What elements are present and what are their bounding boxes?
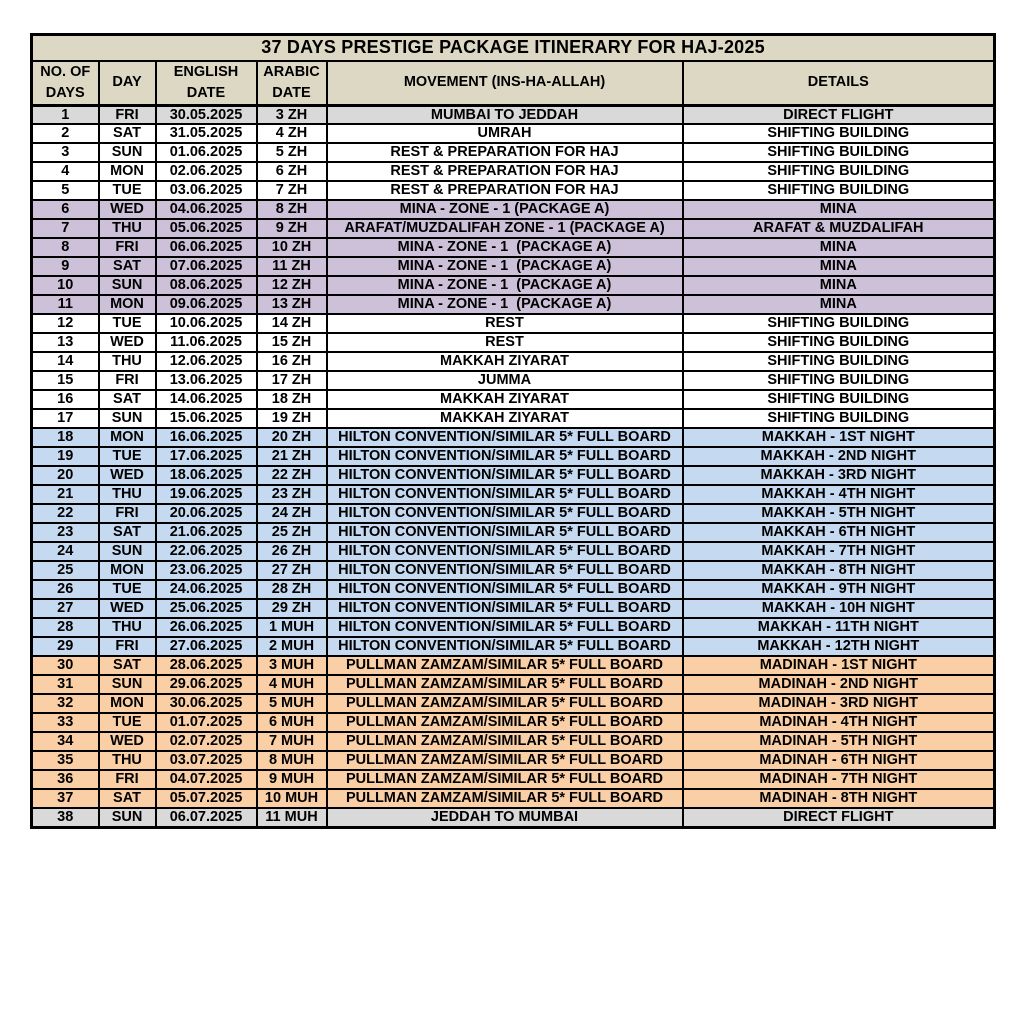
cell-movement: HILTON CONVENTION/SIMILAR 5* FULL BOARD — [327, 561, 683, 580]
cell-details: SHIFTING BUILDING — [683, 143, 995, 162]
cell-arabic-date: 17 ZH — [257, 371, 327, 390]
cell-english-date: 16.06.2025 — [156, 428, 257, 447]
cell-day: FRI — [99, 105, 156, 124]
cell-movement: PULLMAN ZAMZAM/SIMILAR 5* FULL BOARD — [327, 713, 683, 732]
cell-english-date: 18.06.2025 — [156, 466, 257, 485]
cell-movement: UMRAH — [327, 124, 683, 143]
table-row — [32, 770, 995, 789]
cell-english-date: 14.06.2025 — [156, 390, 257, 409]
cell-arabic-date: 11 ZH — [257, 257, 327, 276]
cell-movement: PULLMAN ZAMZAM/SIMILAR 5* FULL BOARD — [327, 694, 683, 713]
cell-arabic-date: 10 MUH — [257, 789, 327, 808]
cell-arabic-date: 13 ZH — [257, 295, 327, 314]
cell-arabic-date: 8 MUH — [257, 751, 327, 770]
cell-arabic-date: 26 ZH — [257, 542, 327, 561]
cell-arabic-date: 10 ZH — [257, 238, 327, 257]
cell-details: MAKKAH - 4TH NIGHT — [683, 485, 995, 504]
cell-english-date: 30.05.2025 — [156, 105, 257, 124]
column-header-row — [32, 61, 995, 106]
cell-details: MADINAH - 8TH NIGHT — [683, 789, 995, 808]
cell-day: SUN — [99, 143, 156, 162]
cell-details: MAKKAH - 2ND NIGHT — [683, 447, 995, 466]
cell-no-of-days: 9 — [32, 257, 99, 276]
table-row — [32, 732, 995, 751]
cell-arabic-date: 22 ZH — [257, 466, 327, 485]
cell-arabic-date: 18 ZH — [257, 390, 327, 409]
cell-day: MON — [99, 694, 156, 713]
cell-day: SAT — [99, 523, 156, 542]
cell-english-date: 28.06.2025 — [156, 656, 257, 675]
cell-arabic-date: 4 ZH — [257, 124, 327, 143]
cell-movement: HILTON CONVENTION/SIMILAR 5* FULL BOARD — [327, 542, 683, 561]
cell-movement: MUMBAI TO JEDDAH — [327, 105, 683, 124]
cell-arabic-date: 23 ZH — [257, 485, 327, 504]
cell-no-of-days: 14 — [32, 352, 99, 371]
cell-details: SHIFTING BUILDING — [683, 371, 995, 390]
cell-day: SUN — [99, 542, 156, 561]
cell-no-of-days: 25 — [32, 561, 99, 580]
cell-day: SAT — [99, 257, 156, 276]
cell-arabic-date: 29 ZH — [257, 599, 327, 618]
cell-details: SHIFTING BUILDING — [683, 352, 995, 371]
table-row — [32, 713, 995, 732]
cell-details: DIRECT FLIGHT — [683, 105, 995, 124]
cell-day: FRI — [99, 371, 156, 390]
cell-movement: MINA - ZONE - 1 (PACKAGE A) — [327, 257, 683, 276]
cell-no-of-days: 19 — [32, 447, 99, 466]
cell-english-date: 25.06.2025 — [156, 599, 257, 618]
cell-english-date: 15.06.2025 — [156, 409, 257, 428]
table-row — [32, 257, 995, 276]
cell-details: SHIFTING BUILDING — [683, 409, 995, 428]
cell-no-of-days: 27 — [32, 599, 99, 618]
cell-details: MAKKAH - 11TH NIGHT — [683, 618, 995, 637]
table-row — [32, 219, 995, 238]
cell-day: MON — [99, 561, 156, 580]
cell-no-of-days: 1 — [32, 105, 99, 124]
cell-no-of-days: 4 — [32, 162, 99, 181]
cell-movement: PULLMAN ZAMZAM/SIMILAR 5* FULL BOARD — [327, 732, 683, 751]
cell-no-of-days: 36 — [32, 770, 99, 789]
table-row — [32, 561, 995, 580]
cell-movement: MAKKAH ZIYARAT — [327, 390, 683, 409]
table-row — [32, 200, 995, 219]
col-header-day: DAY — [99, 61, 156, 106]
table-row — [32, 371, 995, 390]
table-row — [32, 523, 995, 542]
cell-movement: REST & PREPARATION FOR HAJ — [327, 181, 683, 200]
cell-movement: REST & PREPARATION FOR HAJ — [327, 143, 683, 162]
table-row — [32, 105, 995, 124]
cell-english-date: 05.07.2025 — [156, 789, 257, 808]
cell-no-of-days: 24 — [32, 542, 99, 561]
cell-no-of-days: 18 — [32, 428, 99, 447]
cell-english-date: 01.07.2025 — [156, 713, 257, 732]
table-row — [32, 124, 995, 143]
cell-english-date: 10.06.2025 — [156, 314, 257, 333]
cell-arabic-date: 27 ZH — [257, 561, 327, 580]
cell-movement: MINA - ZONE - 1 (PACKAGE A) — [327, 200, 683, 219]
cell-no-of-days: 38 — [32, 808, 99, 827]
cell-no-of-days: 10 — [32, 276, 99, 295]
cell-details: SHIFTING BUILDING — [683, 162, 995, 181]
cell-arabic-date: 9 MUH — [257, 770, 327, 789]
cell-arabic-date: 28 ZH — [257, 580, 327, 599]
cell-arabic-date: 6 MUH — [257, 713, 327, 732]
col-header-details: DETAILS — [683, 61, 995, 106]
cell-no-of-days: 32 — [32, 694, 99, 713]
cell-movement: PULLMAN ZAMZAM/SIMILAR 5* FULL BOARD — [327, 770, 683, 789]
cell-day: THU — [99, 352, 156, 371]
cell-movement: MAKKAH ZIYARAT — [327, 409, 683, 428]
cell-english-date: 30.06.2025 — [156, 694, 257, 713]
cell-arabic-date: 12 ZH — [257, 276, 327, 295]
cell-english-date: 19.06.2025 — [156, 485, 257, 504]
cell-movement: MINA - ZONE - 1 (PACKAGE A) — [327, 276, 683, 295]
cell-day: FRI — [99, 238, 156, 257]
cell-english-date: 20.06.2025 — [156, 504, 257, 523]
cell-english-date: 04.06.2025 — [156, 200, 257, 219]
table-row — [32, 447, 995, 466]
cell-no-of-days: 21 — [32, 485, 99, 504]
cell-no-of-days: 35 — [32, 751, 99, 770]
cell-day: TUE — [99, 447, 156, 466]
cell-movement: ARAFAT/MUZDALIFAH ZONE - 1 (PACKAGE A) — [327, 219, 683, 238]
table-row — [32, 618, 995, 637]
col-header-no-of-days: NO. OF DAYS — [32, 61, 99, 106]
cell-no-of-days: 2 — [32, 124, 99, 143]
cell-day: TUE — [99, 314, 156, 333]
cell-day: SAT — [99, 390, 156, 409]
cell-english-date: 06.07.2025 — [156, 808, 257, 827]
cell-day: WED — [99, 732, 156, 751]
cell-day: WED — [99, 599, 156, 618]
cell-details: MADINAH - 7TH NIGHT — [683, 770, 995, 789]
cell-arabic-date: 8 ZH — [257, 200, 327, 219]
cell-movement: PULLMAN ZAMZAM/SIMILAR 5* FULL BOARD — [327, 751, 683, 770]
cell-day: SUN — [99, 808, 156, 827]
cell-arabic-date: 15 ZH — [257, 333, 327, 352]
cell-details: MAKKAH - 9TH NIGHT — [683, 580, 995, 599]
cell-day: MON — [99, 428, 156, 447]
col-header-arabic-date: ARABIC DATE — [257, 61, 327, 106]
cell-no-of-days: 7 — [32, 219, 99, 238]
cell-day: MON — [99, 162, 156, 181]
table-row — [32, 485, 995, 504]
cell-details: MINA — [683, 257, 995, 276]
cell-arabic-date: 16 ZH — [257, 352, 327, 371]
cell-movement: JEDDAH TO MUMBAI — [327, 808, 683, 827]
table-row — [32, 390, 995, 409]
cell-details: MADINAH - 2ND NIGHT — [683, 675, 995, 694]
cell-arabic-date: 4 MUH — [257, 675, 327, 694]
cell-no-of-days: 26 — [32, 580, 99, 599]
title-row — [32, 35, 995, 61]
cell-day: FRI — [99, 770, 156, 789]
cell-arabic-date: 7 MUH — [257, 732, 327, 751]
cell-day: THU — [99, 618, 156, 637]
cell-arabic-date: 11 MUH — [257, 808, 327, 827]
cell-english-date: 31.05.2025 — [156, 124, 257, 143]
cell-english-date: 09.06.2025 — [156, 295, 257, 314]
cell-day: THU — [99, 751, 156, 770]
cell-no-of-days: 34 — [32, 732, 99, 751]
cell-english-date: 06.06.2025 — [156, 238, 257, 257]
cell-arabic-date: 9 ZH — [257, 219, 327, 238]
cell-arabic-date: 6 ZH — [257, 162, 327, 181]
table-row — [32, 333, 995, 352]
cell-day: THU — [99, 485, 156, 504]
cell-details: MADINAH - 3RD NIGHT — [683, 694, 995, 713]
cell-details: SHIFTING BUILDING — [683, 333, 995, 352]
table-row — [32, 314, 995, 333]
cell-no-of-days: 13 — [32, 333, 99, 352]
cell-details: SHIFTING BUILDING — [683, 314, 995, 333]
cell-english-date: 11.06.2025 — [156, 333, 257, 352]
cell-day: WED — [99, 200, 156, 219]
table-row — [32, 143, 995, 162]
cell-details: SHIFTING BUILDING — [683, 390, 995, 409]
cell-movement: MINA - ZONE - 1 (PACKAGE A) — [327, 238, 683, 257]
cell-arabic-date: 21 ZH — [257, 447, 327, 466]
cell-english-date: 05.06.2025 — [156, 219, 257, 238]
cell-day: TUE — [99, 181, 156, 200]
cell-details: MAKKAH - 12TH NIGHT — [683, 637, 995, 656]
cell-no-of-days: 6 — [32, 200, 99, 219]
cell-movement: PULLMAN ZAMZAM/SIMILAR 5* FULL BOARD — [327, 656, 683, 675]
cell-no-of-days: 12 — [32, 314, 99, 333]
cell-english-date: 21.06.2025 — [156, 523, 257, 542]
table-row — [32, 276, 995, 295]
cell-movement: REST — [327, 314, 683, 333]
table-row — [32, 428, 995, 447]
cell-details: MADINAH - 1ST NIGHT — [683, 656, 995, 675]
cell-details: MAKKAH - 8TH NIGHT — [683, 561, 995, 580]
cell-details: SHIFTING BUILDING — [683, 181, 995, 200]
table-row — [32, 295, 995, 314]
cell-details: MINA — [683, 238, 995, 257]
cell-movement: PULLMAN ZAMZAM/SIMILAR 5* FULL BOARD — [327, 789, 683, 808]
cell-english-date: 23.06.2025 — [156, 561, 257, 580]
cell-arabic-date: 20 ZH — [257, 428, 327, 447]
cell-details: MAKKAH - 3RD NIGHT — [683, 466, 995, 485]
cell-no-of-days: 16 — [32, 390, 99, 409]
table-row — [32, 599, 995, 618]
cell-english-date: 04.07.2025 — [156, 770, 257, 789]
cell-english-date: 02.07.2025 — [156, 732, 257, 751]
cell-movement: HILTON CONVENTION/SIMILAR 5* FULL BOARD — [327, 504, 683, 523]
cell-movement: HILTON CONVENTION/SIMILAR 5* FULL BOARD — [327, 466, 683, 485]
cell-details: MAKKAH - 6TH NIGHT — [683, 523, 995, 542]
cell-no-of-days: 23 — [32, 523, 99, 542]
cell-english-date: 27.06.2025 — [156, 637, 257, 656]
cell-no-of-days: 15 — [32, 371, 99, 390]
cell-movement: MAKKAH ZIYARAT — [327, 352, 683, 371]
cell-details: MINA — [683, 200, 995, 219]
cell-movement: REST & PREPARATION FOR HAJ — [327, 162, 683, 181]
cell-english-date: 26.06.2025 — [156, 618, 257, 637]
table-row — [32, 637, 995, 656]
cell-movement: JUMMA — [327, 371, 683, 390]
table-row — [32, 808, 995, 827]
cell-english-date: 01.06.2025 — [156, 143, 257, 162]
table-row — [32, 580, 995, 599]
table-row — [32, 409, 995, 428]
cell-details: DIRECT FLIGHT — [683, 808, 995, 827]
cell-english-date: 02.06.2025 — [156, 162, 257, 181]
cell-arabic-date: 7 ZH — [257, 181, 327, 200]
cell-english-date: 03.07.2025 — [156, 751, 257, 770]
cell-no-of-days: 22 — [32, 504, 99, 523]
cell-movement: HILTON CONVENTION/SIMILAR 5* FULL BOARD — [327, 523, 683, 542]
cell-arabic-date: 1 MUH — [257, 618, 327, 637]
cell-english-date: 08.06.2025 — [156, 276, 257, 295]
cell-no-of-days: 29 — [32, 637, 99, 656]
cell-no-of-days: 8 — [32, 238, 99, 257]
cell-day: TUE — [99, 580, 156, 599]
cell-english-date: 29.06.2025 — [156, 675, 257, 694]
cell-english-date: 13.06.2025 — [156, 371, 257, 390]
cell-no-of-days: 33 — [32, 713, 99, 732]
table-row — [32, 504, 995, 523]
table-row — [32, 542, 995, 561]
cell-arabic-date: 19 ZH — [257, 409, 327, 428]
cell-movement: HILTON CONVENTION/SIMILAR 5* FULL BOARD — [327, 599, 683, 618]
cell-day: THU — [99, 219, 156, 238]
cell-details: MADINAH - 4TH NIGHT — [683, 713, 995, 732]
table-row — [32, 675, 995, 694]
table-row — [32, 466, 995, 485]
cell-day: SUN — [99, 276, 156, 295]
cell-movement: HILTON CONVENTION/SIMILAR 5* FULL BOARD — [327, 580, 683, 599]
table-row — [32, 751, 995, 770]
cell-details: MAKKAH - 5TH NIGHT — [683, 504, 995, 523]
cell-arabic-date: 24 ZH — [257, 504, 327, 523]
cell-movement: HILTON CONVENTION/SIMILAR 5* FULL BOARD — [327, 637, 683, 656]
cell-day: FRI — [99, 504, 156, 523]
cell-arabic-date: 25 ZH — [257, 523, 327, 542]
cell-english-date: 07.06.2025 — [156, 257, 257, 276]
cell-arabic-date: 14 ZH — [257, 314, 327, 333]
cell-details: SHIFTING BUILDING — [683, 124, 995, 143]
table-row — [32, 162, 995, 181]
cell-details: MAKKAH - 1ST NIGHT — [683, 428, 995, 447]
cell-day: MON — [99, 295, 156, 314]
cell-movement: HILTON CONVENTION/SIMILAR 5* FULL BOARD — [327, 618, 683, 637]
cell-details: MINA — [683, 295, 995, 314]
cell-day: SUN — [99, 675, 156, 694]
table-row — [32, 694, 995, 713]
cell-details: MADINAH - 5TH NIGHT — [683, 732, 995, 751]
cell-english-date: 17.06.2025 — [156, 447, 257, 466]
cell-day: FRI — [99, 637, 156, 656]
cell-day: SAT — [99, 656, 156, 675]
cell-movement: HILTON CONVENTION/SIMILAR 5* FULL BOARD — [327, 447, 683, 466]
cell-day: WED — [99, 333, 156, 352]
cell-no-of-days: 30 — [32, 656, 99, 675]
cell-movement: HILTON CONVENTION/SIMILAR 5* FULL BOARD — [327, 485, 683, 504]
cell-arabic-date: 5 ZH — [257, 143, 327, 162]
cell-movement: MINA - ZONE - 1 (PACKAGE A) — [327, 295, 683, 314]
table-row — [32, 656, 995, 675]
cell-arabic-date: 3 ZH — [257, 105, 327, 124]
cell-day: SAT — [99, 124, 156, 143]
cell-details: MAKKAH - 7TH NIGHT — [683, 542, 995, 561]
cell-no-of-days: 20 — [32, 466, 99, 485]
table-row — [32, 352, 995, 371]
cell-no-of-days: 3 — [32, 143, 99, 162]
cell-english-date: 12.06.2025 — [156, 352, 257, 371]
itinerary-table — [30, 33, 996, 829]
table-row — [32, 238, 995, 257]
cell-movement: PULLMAN ZAMZAM/SIMILAR 5* FULL BOARD — [327, 675, 683, 694]
table-row — [32, 789, 995, 808]
cell-day: SUN — [99, 409, 156, 428]
cell-movement: HILTON CONVENTION/SIMILAR 5* FULL BOARD — [327, 428, 683, 447]
col-header-english-date: ENGLISH DATE — [156, 61, 257, 106]
cell-no-of-days: 28 — [32, 618, 99, 637]
page-title: 37 DAYS PRESTIGE PACKAGE ITINERARY FOR HAJ-2025 — [32, 35, 995, 61]
cell-english-date: 03.06.2025 — [156, 181, 257, 200]
cell-no-of-days: 17 — [32, 409, 99, 428]
cell-no-of-days: 11 — [32, 295, 99, 314]
col-header-movement: MOVEMENT (INS-HA-ALLAH) — [327, 61, 683, 106]
cell-details: ARAFAT & MUZDALIFAH — [683, 219, 995, 238]
cell-english-date: 24.06.2025 — [156, 580, 257, 599]
cell-movement: REST — [327, 333, 683, 352]
cell-day: SAT — [99, 789, 156, 808]
itinerary-rows — [32, 105, 995, 827]
table-row — [32, 181, 995, 200]
cell-english-date: 22.06.2025 — [156, 542, 257, 561]
cell-arabic-date: 3 MUH — [257, 656, 327, 675]
cell-details: MAKKAH - 10H NIGHT — [683, 599, 995, 618]
cell-arabic-date: 5 MUH — [257, 694, 327, 713]
cell-no-of-days: 31 — [32, 675, 99, 694]
cell-details: MADINAH - 6TH NIGHT — [683, 751, 995, 770]
cell-arabic-date: 2 MUH — [257, 637, 327, 656]
cell-day: TUE — [99, 713, 156, 732]
cell-details: MINA — [683, 276, 995, 295]
cell-no-of-days: 5 — [32, 181, 99, 200]
cell-day: WED — [99, 466, 156, 485]
cell-no-of-days: 37 — [32, 789, 99, 808]
